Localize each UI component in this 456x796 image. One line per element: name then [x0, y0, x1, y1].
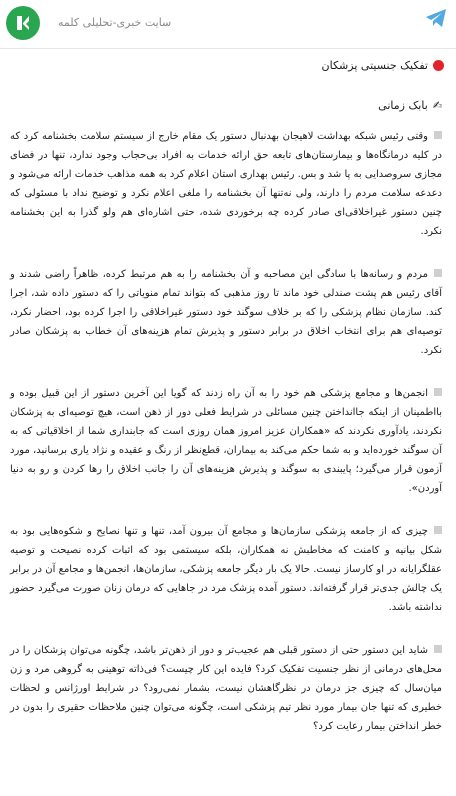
kalameh-logo-icon[interactable]	[6, 6, 40, 40]
channel-header	[0, 0, 456, 49]
paragraph-text: شاید این دستور حتی از دستور قبلی هم عجیب‌تر و دور از ذهن‌تر باشد، چگونه می‌توان پزشکان را در محل‌های درمانی از نظر جنسیت تفکیک کرد؟ فایده این کار چیست؟ فی‌ذاته توهینی به گروهی مرد و زن میان‌سال که چیزی جز درمان در نظرگاهشان نیست، بشمار نمی‌رود؟ در شرایط اورژانس و لحظات خطیری که تنها جان بیمار مورد نظر تیم پزشکی است، چگونه می‌توان چنین ملاحظات حقیری را بدون در خطر انداختن بیمار رعایت کرد؟	[10, 645, 442, 732]
paragraph-text: چیزی که از جامعه پزشکی سازمان‌ها و مجامع آن بیرون آمد، تنها و تنها نصایح و شکوه‌هایی بود به شکل بیانیه و کامنت که مخاطبش نه همکاران، بلکه سیستمی بود که اثبات کرده نصیحت و توصیه عقلگرایانه در او کارساز نیست. حالا یک بار دیگر جامعه پزشکی، سازمان‌ها، انجمن‌ها و مجامع آن در برابر یک چالش جدی‌تر قرار گرفته‌اند. دستور آمده پزشک مرد در جاهایی که درمان زنان صورت می‌گیرد حضور نداشته باشد.	[10, 526, 442, 613]
paragraph	[10, 127, 442, 241]
red-circle-icon	[433, 60, 444, 71]
bullet-square-icon	[434, 388, 442, 396]
paragraph-text: مردم و رسانه‌ها با سادگی این مصاحبه و آن بخشنامه را به هم مرتبط کرده، ظاهراً راضی شدند و آقای رئیس هم پشت صندلی خود ماند تا روز مذهبی که بتواند تمام منویاتی را که دستور داده شد، اجرا کند. سازمان نظام پزشکی را که بر خلاف سوگند خود دستور غیراخلاقی را اجرا کرده بود، احضار نکرد، توصیه‌ای هم برای انتخاب اخلاق در برابر دستور و پذیرش تمام هزینه‌های آن خطاب به پزشکان صادر نکرد.	[10, 269, 442, 356]
bullet-square-icon	[434, 526, 442, 534]
bullet-square-icon	[434, 645, 442, 653]
author-name: بابک زمانی	[378, 99, 428, 112]
paragraph	[10, 522, 442, 617]
post-body	[0, 115, 456, 736]
post-author	[0, 75, 456, 115]
paragraph-text: انجمن‌ها و مجامع پزشکی هم خود را به آن راه زدند که گویا این آخرین دستور از این قبیل بوده و بااطمینان از اینکه جاانداختن چنین مسائلی در شرایط فعلی دور از ذهن است، هیچ توصیه‌ای به پزشکان نکردند، یادآوری نکردند که «همکاران عزیز امروز همان روزی است که جابنداری شما از اخلاقیاتی که به آن سوگند خورده‌اید و به شما حکم می‌کند به بیماران، قطع‌نظر از رنگ و عقیده و نژاد یاری برسانید، مورد آزمون قرار می‌گیرد؛ پایبندی به سوگند و پذیرش هزینه‌های آن را جانب اخلاق را رها کردن و رو به دنیا آوردن».	[10, 388, 442, 494]
channel-name[interactable]: سایت خبری-تحلیلی کلمه	[58, 16, 172, 29]
bullet-square-icon	[434, 131, 442, 139]
paragraph-text: وقتی رئیس شبکه بهداشت لاهیجان بهدنبال دستور یک مقام خارج از سیستم سلامت بخشنامه کرد که در کلیه درمانگاه‌ها و بیمارستان‌های تابعه حق ارائه خدمات به افراد بی‌حجاب وجود ندارد، تنها در فضای مجازی سروصدایی به پا شد و بس. رئیس بهداری استان اعلام کرد به همه مذاهب خدمات ارائه می‌شود و دعدعه سلامت مردم را دارند، ولی نه‌تنها آن بخشنامه را ملغی اعلام نکرد و توضیح نداد با مسئولی که چنین دستور غیراخلاقی‌ای صادر کرده چه برخوردی شده، حتی اشاره‌ای هم ولو گذرا به این بخشنامه نکرد.	[10, 131, 442, 237]
headline-text: تفکیک جنسیتی پزشکان	[321, 59, 428, 72]
paragraph	[10, 641, 442, 736]
post-headline	[0, 49, 456, 75]
writing-hand-icon: ✍	[432, 99, 442, 112]
bullet-square-icon	[434, 269, 442, 277]
paragraph	[10, 265, 442, 360]
telegram-icon	[424, 8, 448, 32]
paragraph	[10, 384, 442, 498]
